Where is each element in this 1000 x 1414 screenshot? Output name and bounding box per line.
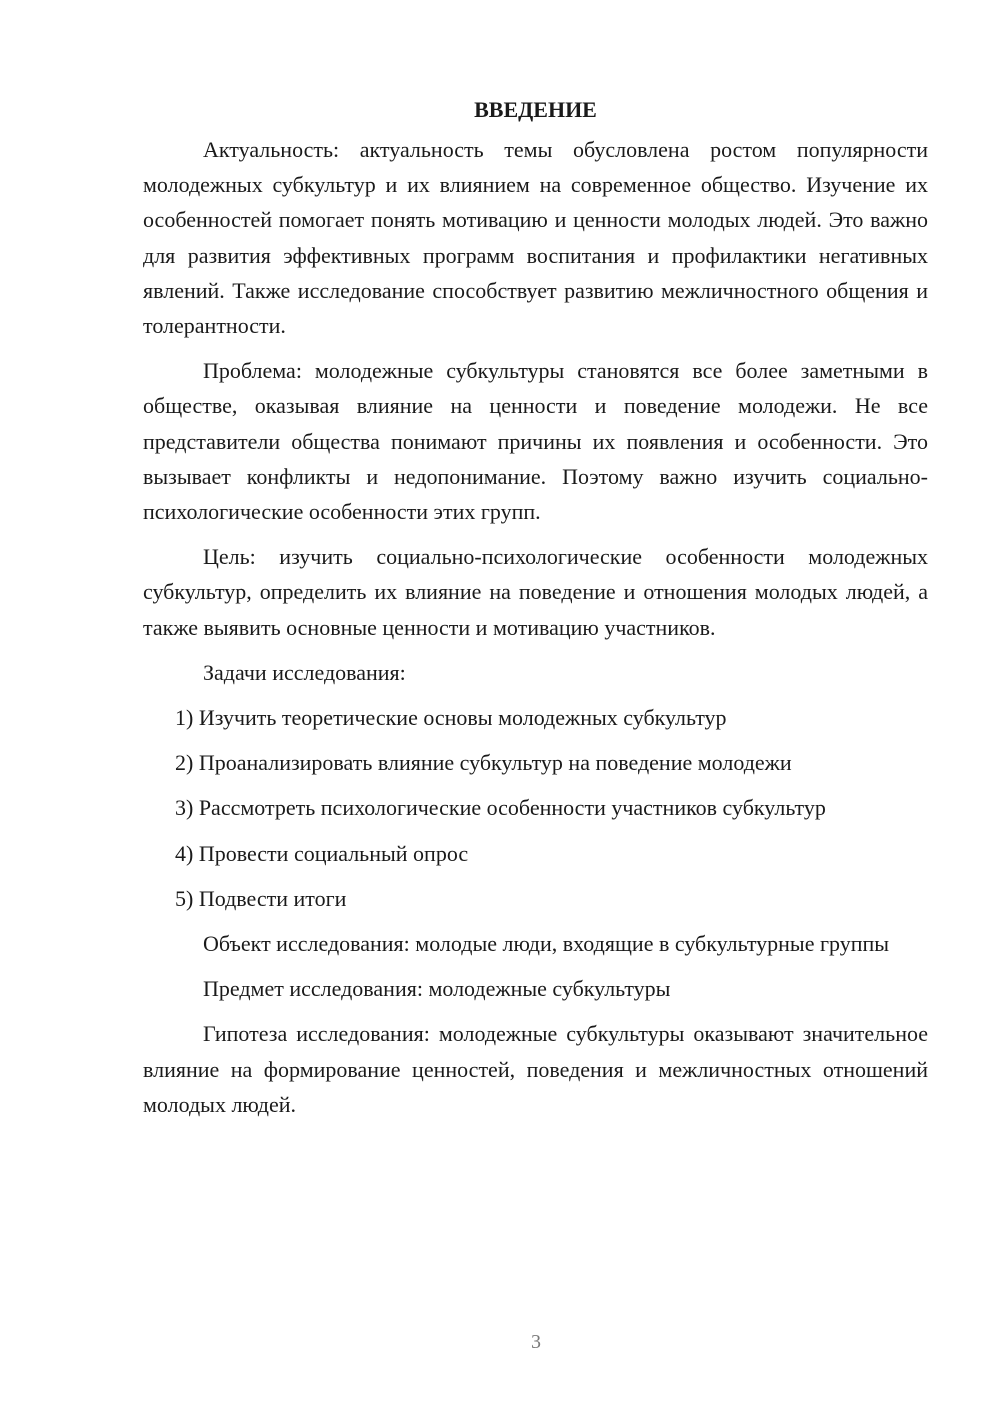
paragraph-subject: Предмет исследования: молодежные субкультуры	[203, 976, 671, 1002]
tasks-list	[143, 700, 928, 916]
list-item: 4) Провести социальный опрос	[175, 840, 469, 866]
list-item: 3) Рассмотреть психологические особенности участников субкультур	[175, 795, 826, 821]
list-item: 1) Изучить теоретические основы молодежных субкультур	[175, 705, 727, 731]
list-item: 2) Проанализировать влияние субкультур на поведение молодежи	[175, 750, 792, 776]
list-item: 5) Подвести итоги	[175, 885, 347, 911]
tasks-heading: Задачи исследования:	[203, 659, 406, 685]
paragraph-goal: Цель: изучить социально-психологические особенности молодежных субкультур, определить их влияние на поведение и отношения молодых людей, а также выявить основные ценности и мотивацию участников.	[143, 544, 928, 640]
paragraph-hypothesis: Гипотеза исследования: молодежные субкультуры оказывают значительное влияние на формирование ценностей, поведения и межличностных отношений молодых людей.	[143, 1021, 928, 1117]
page-number: 3	[531, 1331, 541, 1353]
page-title: ВВЕДЕНИЕ	[474, 97, 597, 122]
paragraph-problem: Проблема: молодежные субкультуры становятся все более заметными в обществе, оказывая влияние на ценности и поведение молодежи. Не все представители общества понимают причины их появления и особенности. Это вызывает конфликты и недопонимание. Поэтому важно изучить социально-психологические особенности этих групп.	[143, 358, 928, 525]
paragraph-relevance: Актуальность: актуальность темы обусловлена ростом популярности молодежных субкультур и их влиянием на современное общество. Изучение их особенностей помогает понять мотивацию и ценности молодых людей. Это важно для развития эффективных программ воспитания и профилактики негативных явлений. Также исследование способствует развитию межличностного общения и толерантности.	[143, 137, 928, 339]
paragraph-object: Объект исследования: молодые люди, входящие в субкультурные группы	[203, 931, 890, 957]
document-page	[143, 92, 928, 1132]
